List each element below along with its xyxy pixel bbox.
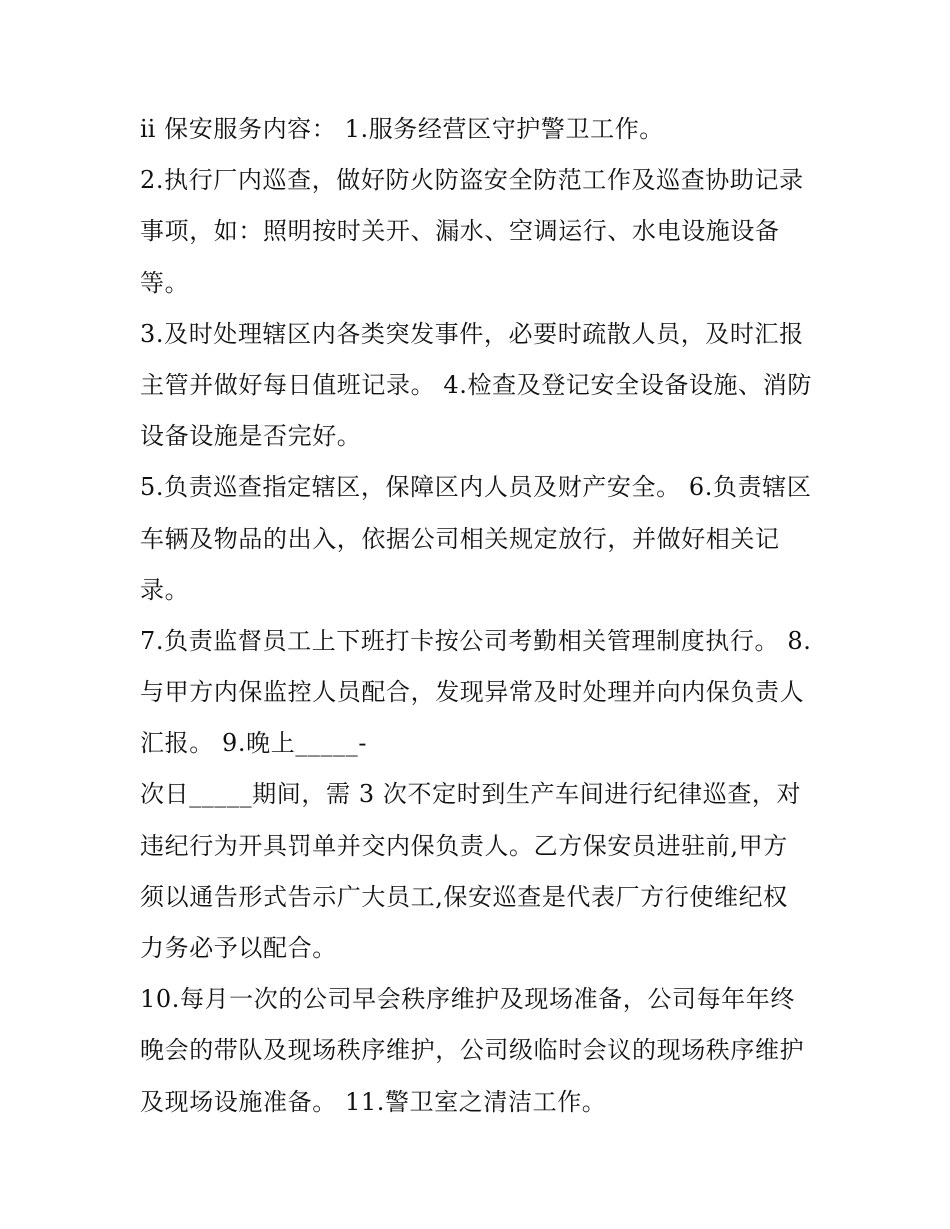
text-line: 须以通告形式告示广大员工,保安巡查是代表厂方行使维纪权 [140,882,788,911]
text-line: 等。 [140,268,190,297]
text-line: ⅱ 保安服务内容： 1.服务经营区守护警卫工作。 [140,115,664,143]
text-line: 5.负责巡查指定辖区，保障区内人员及财产安全。 6.负责辖区 [140,473,812,502]
text-line: 事项，如：照明按时关开、漏水、空调运行、水电设施设备 [140,217,780,246]
text-line: 2.执行厂内巡查，做好防火防盗安全防范工作及巡查协助记录 [140,166,804,195]
text-line: 力务必予以配合。 [140,934,337,962]
text-line: 汇报。 9.晚上_____- [140,729,368,758]
text-line: 违纪行为开具罚单并交内保负责人。乙方保安员进驻前,甲方 [140,831,788,860]
text-line: 7.负责监督员工上下班打卡按公司考勤相关管理制度执行。 8. [140,626,812,655]
text-line: 设备设施是否完好。 [140,422,362,451]
text-line: 10.每月一次的公司早会秩序维护及现场准备，公司每年年终 [140,985,795,1014]
text-line: 主管并做好每日值班记录。 4.检查及登记安全设备设施、消防 [140,370,812,399]
text-line: 录。 [140,575,190,604]
document-body [140,104,830,1128]
text-line: 与甲方内保监控人员配合，发现异常及时处理并向内保负责人 [140,678,805,707]
text-line: 及现场设施准备。 11.警卫室之清洁工作。 [140,1087,607,1116]
text-line: 车辆及物品的出入，依据公司相关规定放行，并做好相关记 [140,524,780,553]
text-line: 次日_____期间，需 3 次不定时到生产车间进行纪律巡查，对 [140,780,802,809]
text-line: 晚会的带队及现场秩序维护，公司级临时会议的现场秩序维护 [140,1036,805,1065]
text-line: 3.及时处理辖区内各类突发事件，必要时疏散人员，及时汇报 [140,319,804,348]
